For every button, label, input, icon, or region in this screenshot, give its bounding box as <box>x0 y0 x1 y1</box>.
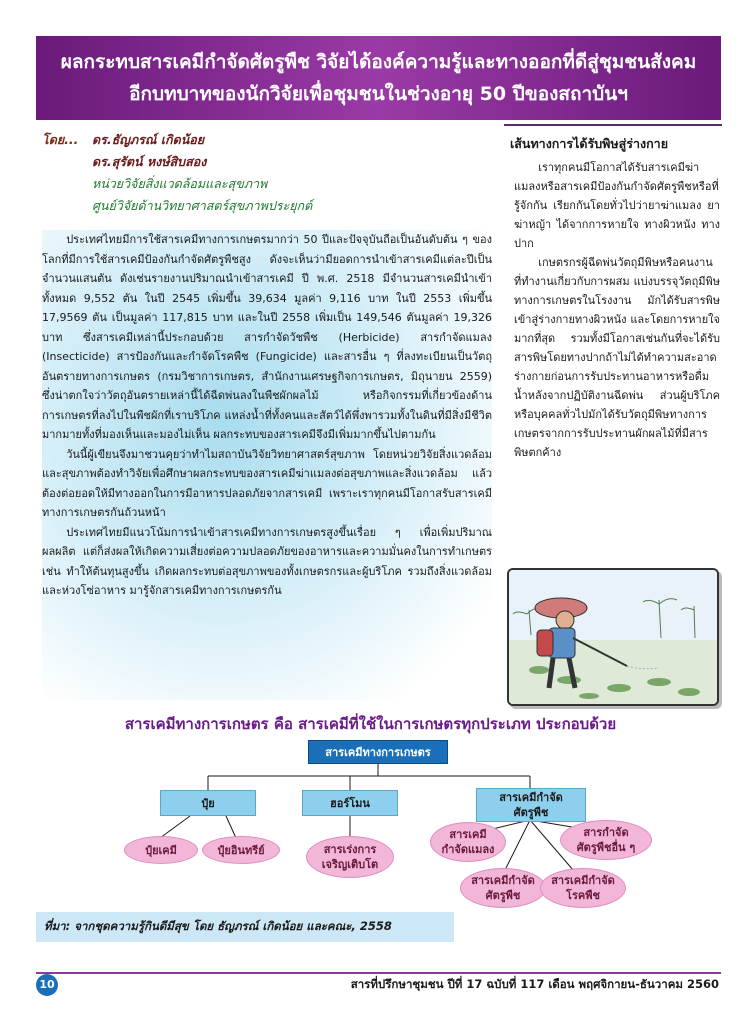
page-number: 10 <box>36 974 58 996</box>
chemical-classification-diagram <box>0 740 741 900</box>
leaf-label-line: สารเคมีกำจัด <box>551 874 615 887</box>
author-org: หน่วยวิจัยสิ่งแวดล้อมและสุขภาพ <box>92 176 268 191</box>
pesticide-node <box>476 788 586 822</box>
leaf-label-line: ศัตรูพืช <box>485 889 521 902</box>
sidebar-paragraph: เราทุกคนมีโอกาสได้รับสารเคมีฆ่าแมลงหรือสารเคมีป้องกันกำจัดศัตรูพืชหรือที่รู้จักกัน เรียกกันโดยทั่วไปว่ายาฆ่าแมลง ยาฆ่าหญ้า ได้จากการหายใจ ทางผิวหนัง ทางปาก <box>514 161 720 250</box>
leaf-label-line: เจริญเติบโต <box>321 858 379 871</box>
paragraph: วันนี้ผู้เขียนจึงมาชวนคุยว่าทำไมสถาบันวิจัยวิทยาศาสตร์สุขภาพ โดยหน่วยวิจัยสิ่งแวดล้อมและสุขภาพต้องทำวิจัยเพื่อศึกษาผลกระทบของสารเคมีฆ่าแมลงต่อสุขภาพและสิ่งแวดล้อม แล้วต้องต่อยอดให้มีทางออกในการมีอาหารปลอดภัยจากสารเคมี เพราะเราทุกคนมีโอกาสรับสารเคมีทางการเกษตรกันถ้วนหน้า <box>42 447 492 519</box>
by-label: โดย... <box>42 132 79 147</box>
author-block <box>42 129 462 217</box>
chemical-fertilizer-leaf: ปุ๋ยเคมี <box>124 836 198 864</box>
herbicide-leaf <box>460 868 546 908</box>
title-line-1: ผลกระทบสารเคมีกำจัดศัตรูพืช วิจัยได้องค์ความรู้และทางออกที่ดีสู่ชุมชนสังคม <box>60 51 697 73</box>
leaf-label-line: สารเคมีกำจัด <box>471 874 535 887</box>
leaf-label-line: สารเร่งการ <box>323 843 377 856</box>
diagram-connectors <box>0 740 741 900</box>
author-name: ดร.สุรัตน์ หงษ์สิบสอง <box>92 154 207 169</box>
leaf-label-line: กำจัดแมลง <box>441 843 495 856</box>
hormone-node: ฮอร์โมน <box>302 790 398 816</box>
author-name: ดร.ธัญภรณ์ เกิดน้อย <box>92 132 205 147</box>
root-node: สารเคมีทางการเกษตร <box>308 740 448 764</box>
diagram-title: สารเคมีทางการเกษตร คือ สารเคมีที่ใช้ในการเกษตรทุกประเภท ประกอบด้วย <box>124 715 617 733</box>
leaf-label-line: โรคพืช <box>566 889 600 902</box>
publication-info: สารที่ปรึกษาชุมชน ปีที่ 17 ฉบับที่ 117 เดือน พฤศจิกายน-ธันวาคม 2560 <box>350 977 719 991</box>
sidebar-paragraph: เกษตรกรผู้ฉีดพ่นวัตถุมีพิษหรือคนงานที่ทำงานเกี่ยวกับการผสม แบ่งบรรจุวัตถุมีพิษทางการเกษตรในโรงงาน มักได้รับสารพิษเข้าสู่ร่างกายทางผิวหนัง และโดยการหายใจมากที่สุด รวมทั้งมีโอกาสเช่นกันที่จะได้รับสารพิษโดยทางปากถ้าไม่ได้ทำความสะอาดร่างกายก่อนการรับประทานอาหารหรือดื่มน้ำหลังจากปฏิบัติงานฉีดพ่น ส่วนผู้บริโภคหรือบุคคลทั่วไปมักได้รับวัตถุมีพิษทางการเกษตรจากการรับประทานผักผลไม้ที่มีสารพิษตกค้าง <box>514 256 720 459</box>
paragraph: ประเทศไทยมีแนวโน้มการนำเข้าสารเคมีทางการเกษตรสูงขึ้นเรื่อย ๆ เพื่อเพิ่มปริมาณผลผลิต แต่ก็ส่งผลให้เกิดความเสี่ยงต่อความปลอดภัยของอาหารและความมั่นคงในการทำเกษตร เช่น ทำให้ต้นทุนสูงขึ้น เกิดผลกระทบต่อสุขภาพของทั้งเกษตรกรและผู้บริโภค รวมถึงสิ่งแวดล้อมและห่วงโซ่อาหาร มารู้จักสารเคมีทางการเกษตรกัน <box>42 525 492 597</box>
sidebar <box>504 128 722 462</box>
pesticide-label-line: สารเคมีกำจัด <box>499 791 563 804</box>
other-pesticide-leaf <box>560 820 652 860</box>
leaf-label-line: ศัตรูพืชอื่น ๆ <box>576 841 636 854</box>
pesticide-label-line: ศัตรูพืช <box>513 806 549 819</box>
growth-promoter-leaf <box>306 836 394 878</box>
leaf-label-line: สารเคมี <box>449 828 487 841</box>
title-banner <box>36 36 721 120</box>
fertilizer-node: ปุ๋ย <box>160 790 256 816</box>
paragraph: ประเทศไทยมีการใช้สารเคมีทางการเกษตรมากว่า 50 ปีและปัจจุบันถือเป็นอันดับต้น ๆ ของโลกที่มีการใช้สารเคมีป้องกันกำจัดศัตรูพืชสูง ดังจะเห็นว่ามียอดการนำเข้าสารเคมีแต่ละปีเป็นจำนวนแสนตัน ดังเช่นรายงานปริมาณนำเข้าสารเคมี ปี พ.ศ. 2518 มีจำนวนสารเคมีนำเข้าทั้งหมด 9,552 ตัน ในปี 2545 เพิ่มขึ้น 39,634 มูลค่า 9,116 บาท ในปี 2553 เพิ่มขึ้น 17,9569 ตัน เป็นมูลค่า 117,815 บาท และในปี 2558 เพิ่มเป็น 149,546 ตันมูลค่า 19,326 บาท ซึ่งสารเคมีเหล่านี้ประกอบด้วย สารกำจัดวัชพืช (Herbicide) สารกำจัดแมลง (Insecticide) สารป้องกันและกำจัดโรคพืช (Fungicide) และสารอื่น ๆ ที่ลงทะเบียนเป็นวัตถุอันตรายทางการเกษตร (กรมวิชาการเกษตร, สำนักงานเศรษฐกิจการเกษตร, มิถุนายน 2559) ซึ่งน่าตกใจว่าวัตถุอันตรายเหล่านี้ได้ฉีดพ่นลงในพืชผักผลไม้ หรือกิจกรรมที่เกี่ยวข้องด้านการเกษตรที่ลงไปในพืชผักที่เราบริโภค แหล่งน้ำที่ทั้งคนและสัตว์ได้พึ่งพารวมทั้งในดินที่มีสิ่งมีชีวิตมากมายทั้งที่มองเห็นและมองไม่เห็น ผลกระทบของสารเคมีจึงมีเพิ่มมากขึ้นไปตามกัน <box>42 233 492 441</box>
farmer-spraying-illustration <box>507 568 719 706</box>
footer-rule <box>36 972 721 974</box>
sidebar-heading: เส้นทางการได้รับพิษสู่ร่างกาย <box>510 136 669 151</box>
main-article-text <box>42 230 492 700</box>
source-citation: ที่มา: จากชุดความรู้กินดีมีสุข โดย ธัญภรณ์ เกิดน้อย และคณะ, 2558 <box>36 912 454 942</box>
sidebar-rule <box>504 124 722 126</box>
organic-fertilizer-leaf: ปุ๋ยอินทรีย์ <box>202 836 280 864</box>
fungicide-leaf <box>540 868 626 908</box>
author-org: ศูนย์วิจัยด้านวิทยาศาสตร์สุขภาพประยุกต์ <box>92 198 313 213</box>
leaf-label-line: สารกำจัด <box>583 826 629 839</box>
title-line-2: อีกบทบาทของนักวิจัยเพื่อชุมชนในช่วงอายุ 50 ปีของสถาบันฯ <box>129 83 628 105</box>
insecticide-leaf <box>430 822 506 862</box>
